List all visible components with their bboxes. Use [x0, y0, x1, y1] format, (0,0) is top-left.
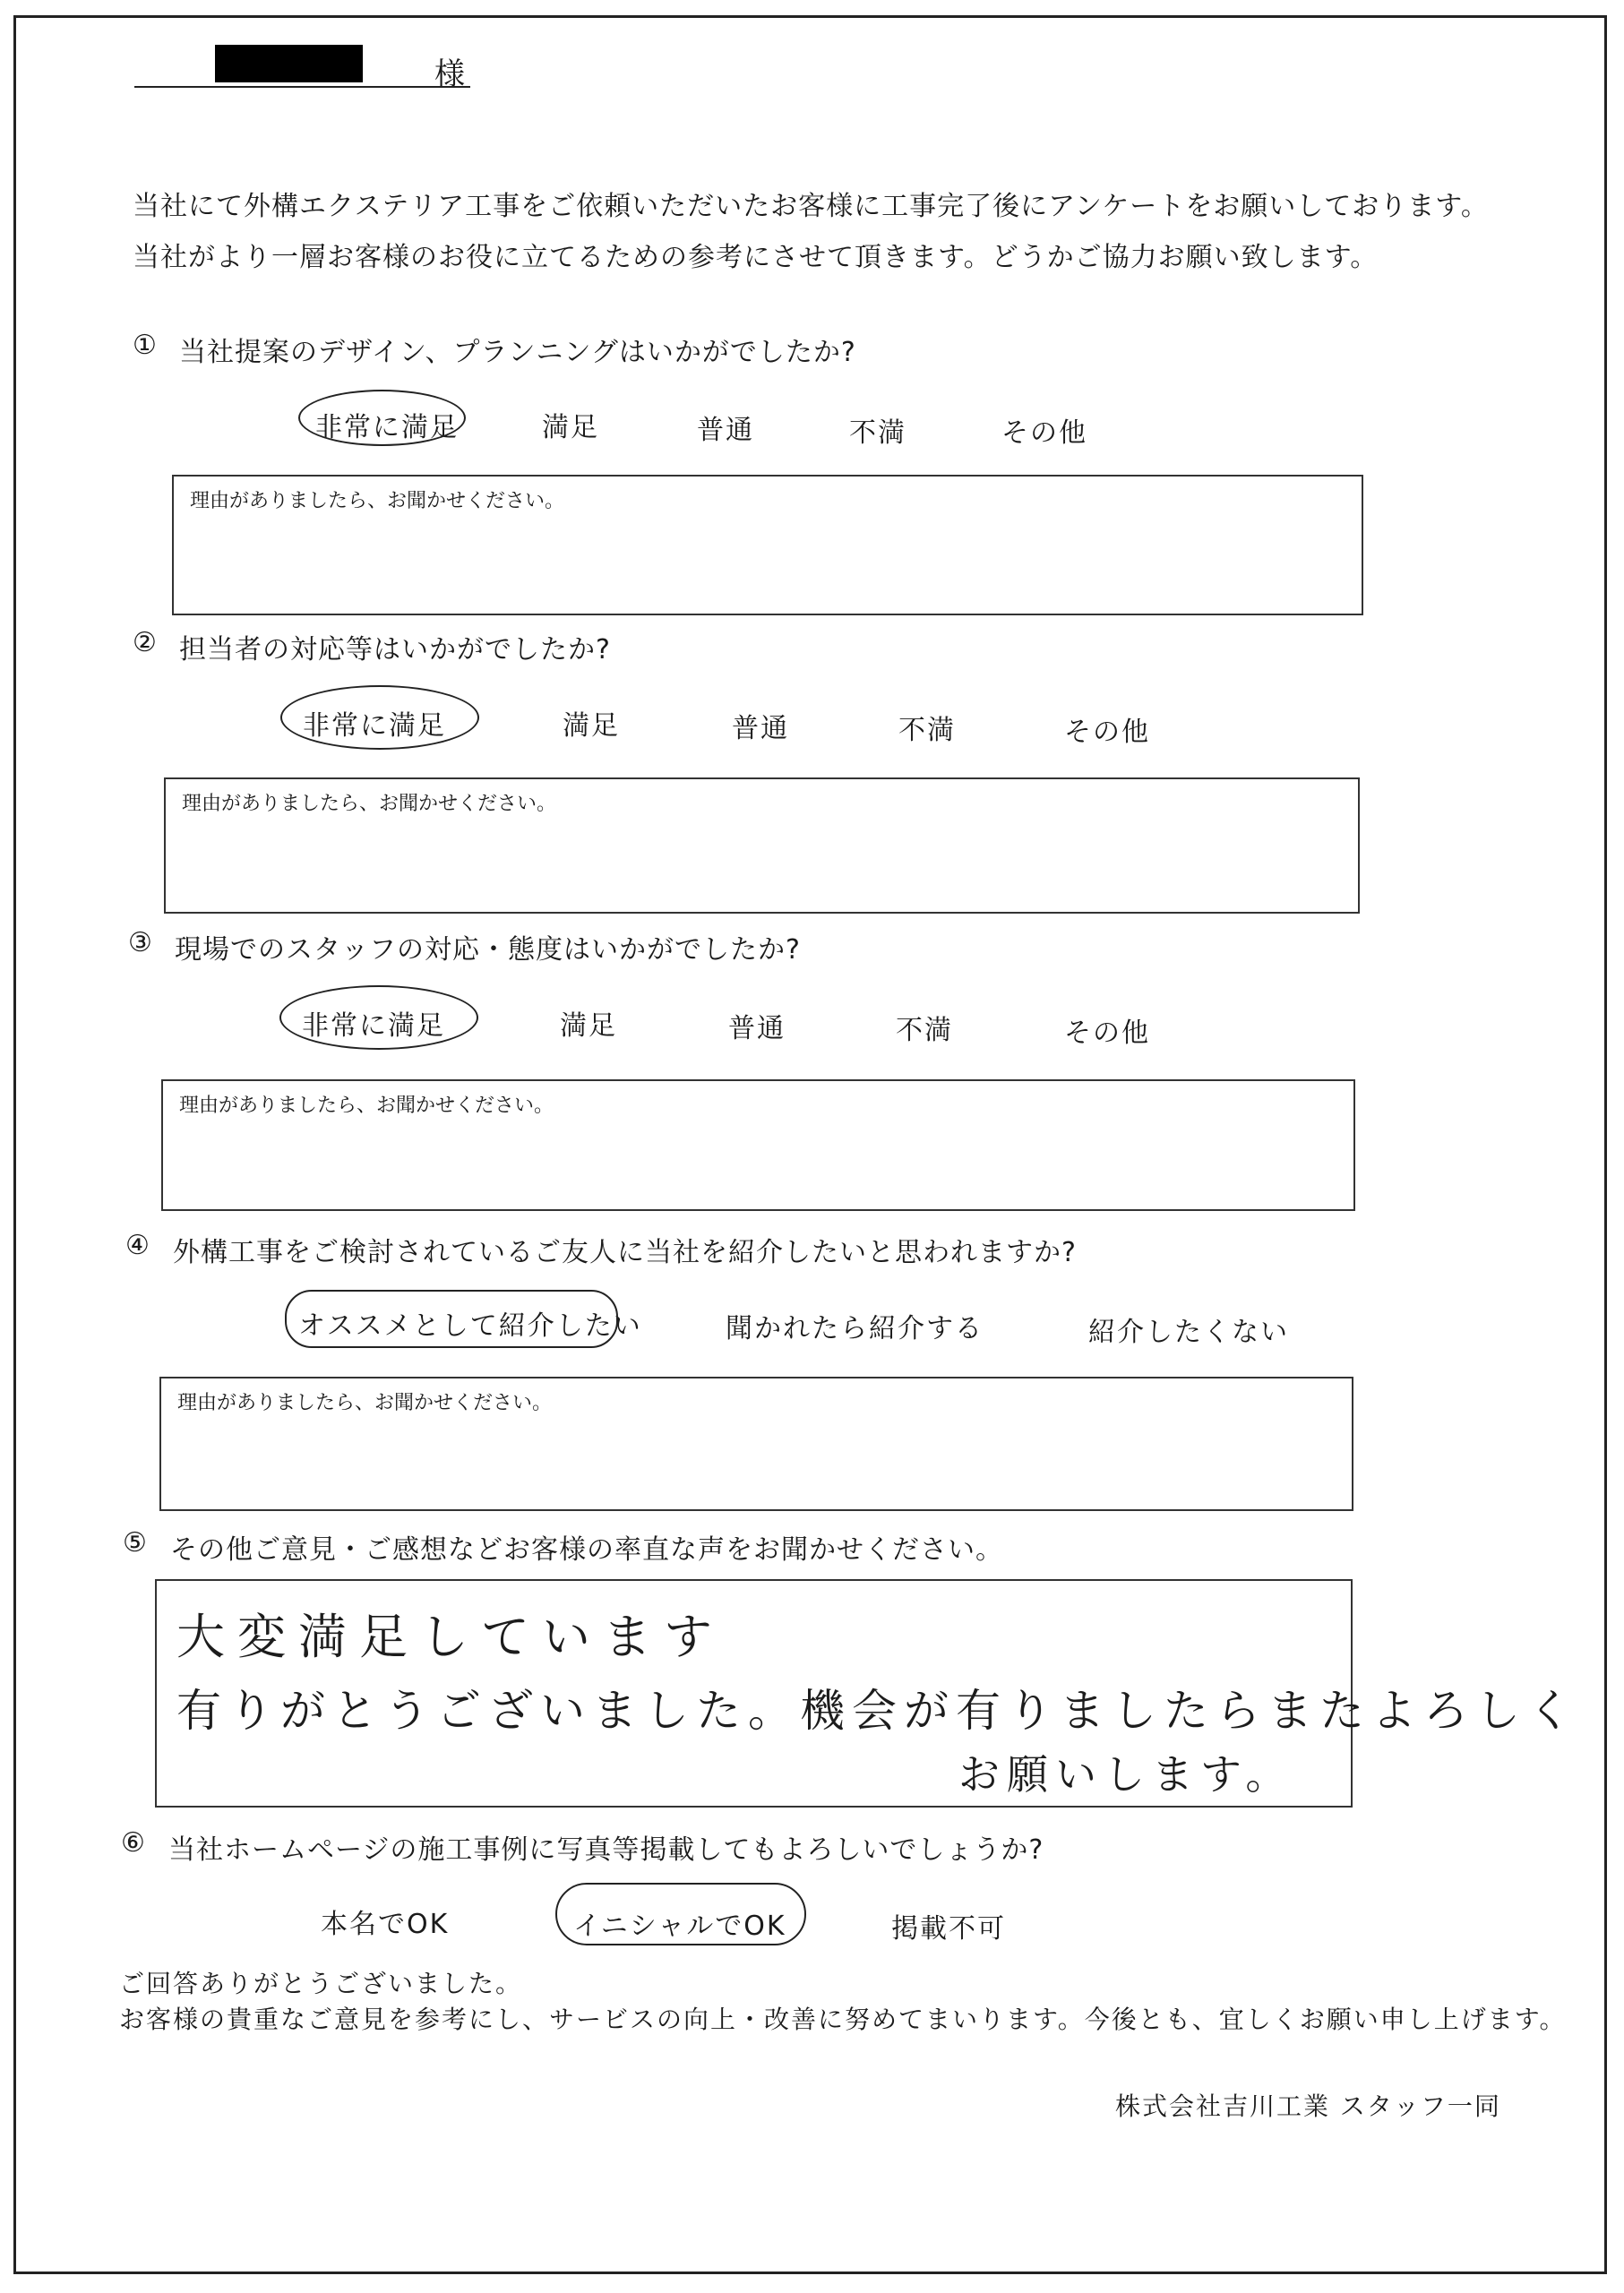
q4-reason-hint: 理由がありましたら、お聞かせください。 [177, 1392, 553, 1414]
q3-selection-circle [279, 985, 478, 1050]
q1-selection-circle [298, 390, 466, 446]
q6-option-initials[interactable]: イニシャルでOK [573, 1911, 786, 1942]
q1-option-dissatisfied[interactable]: 不満 [849, 417, 907, 449]
q2-reason-hint: 理由がありましたら、お聞かせください。 [182, 793, 557, 815]
q3-option-other[interactable]: その他 [1064, 1018, 1150, 1049]
q1-text: 当社提案のデザイン、プランニングはいかがでしたか? [179, 337, 856, 368]
q4-selection-circle [285, 1290, 618, 1348]
q2-number: ② [133, 627, 158, 658]
q5-comment-box[interactable] [155, 1579, 1579, 1808]
q6-text: 当社ホームページの施工事例に写真等掲載してもよろしいでしょうか? [168, 1834, 1044, 1866]
q6-selection-circle [555, 1883, 806, 1945]
q1-option-normal[interactable]: 普通 [697, 415, 754, 446]
closing-line-1: ご回答ありがとうございました。 [119, 1969, 523, 1998]
q4-reason-box[interactable] [159, 1377, 1353, 1511]
q4-text: 外構工事をご検討されているご友人に当社を紹介したいと思われますか? [173, 1237, 1077, 1268]
q1-option-other[interactable]: その他 [1001, 417, 1087, 449]
redacted-name [215, 45, 363, 82]
q5-handwritten-line-3: お願いします。 [958, 1750, 1294, 1799]
q2-option-other[interactable]: その他 [1064, 717, 1150, 748]
q5-handwritten-line-1: 大変満足しています [176, 1609, 725, 1665]
honorific: 様 [434, 56, 465, 92]
q2-reason-box[interactable] [164, 777, 1360, 914]
q6-option-real-name[interactable]: 本名でOK [321, 1909, 450, 1940]
q3-reason-hint: 理由がありましたら、お聞かせください。 [179, 1095, 554, 1117]
q4-number: ④ [125, 1230, 150, 1261]
q1-option-very-satisfied[interactable]: 非常に満足 [315, 412, 459, 443]
q2-option-normal[interactable]: 普通 [732, 713, 789, 744]
q5-text: その他ご意見・ご感想などお客様の率直な声をお聞かせください。 [170, 1534, 1003, 1566]
q3-option-very-satisfied[interactable]: 非常に満足 [302, 1010, 445, 1042]
intro-line-1: 当社にて外構エクステリア工事をご依頼いただいたお客様に工事完了後にアンケートをお願いしております。 [133, 191, 1489, 222]
q3-option-dissatisfied[interactable]: 不満 [896, 1015, 953, 1046]
intro-line-2: 当社がより一層お客様のお役に立てるための参考にさせて頂きます。どうかご協力お願い致します。 [133, 242, 1379, 273]
q2-option-dissatisfied[interactable]: 不満 [898, 715, 956, 746]
q5-handwritten-line-2: 有りがとうございました。機会が有りましたらまたよろしく [176, 1685, 1579, 1737]
q1-option-satisfied[interactable]: 満足 [542, 412, 599, 443]
closing-line-2: お客様の貴重なご意見を参考にし、サービスの向上・改善に努めてまいります。今後とも、宜しくお願い申し上げます。 [119, 2005, 1567, 2034]
q4-option-recommend[interactable]: オススメとして紹介したい [298, 1310, 642, 1342]
signature: 株式会社吉川工業 スタッフ一同 [1115, 2091, 1501, 2121]
q2-option-very-satisfied[interactable]: 非常に満足 [303, 710, 446, 742]
q3-reason-box[interactable] [161, 1079, 1355, 1211]
q3-text: 現場でのスタッフの対応・態度はいかがでしたか? [175, 934, 801, 966]
q5-number: ⑤ [123, 1527, 148, 1559]
q1-number: ① [133, 330, 158, 361]
q3-option-satisfied[interactable]: 満足 [560, 1010, 617, 1042]
q3-number: ③ [128, 927, 153, 958]
q2-text: 担当者の対応等はいかがでしたか? [179, 634, 611, 666]
q4-option-if-asked[interactable]: 聞かれたら紹介する [726, 1313, 984, 1344]
name-underline [134, 86, 470, 88]
q6-number: ⑥ [121, 1827, 146, 1859]
q4-option-not-recommend[interactable]: 紹介したくない [1088, 1317, 1289, 1348]
q1-reason-box[interactable] [172, 475, 1363, 615]
q2-selection-circle [280, 685, 479, 750]
q1-reason-hint: 理由がありましたら、お聞かせください。 [190, 490, 565, 512]
q3-option-normal[interactable]: 普通 [728, 1013, 786, 1044]
q2-option-satisfied[interactable]: 満足 [563, 710, 620, 742]
q6-option-not-allowed[interactable]: 掲載不可 [891, 1913, 1006, 1945]
